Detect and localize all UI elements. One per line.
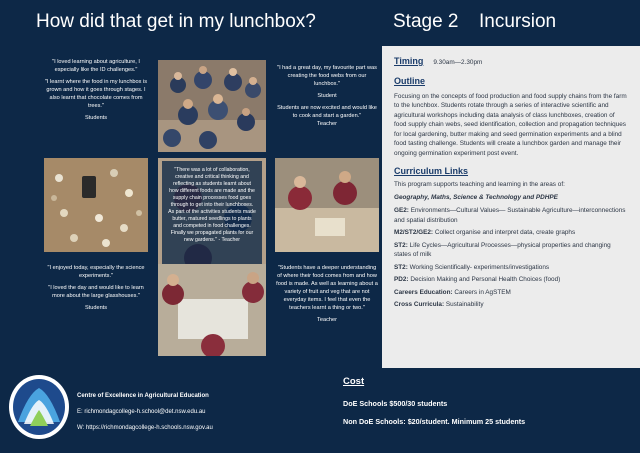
link-text: Careers in AgSTEM: [454, 288, 511, 296]
curriculum-link: [394, 241, 628, 260]
quote-author: Student: [317, 93, 337, 99]
photo-classroom-activity: [158, 264, 266, 356]
curriculum-areas: Geography, Maths, Science & Technology and PDHPE: [394, 193, 558, 201]
cost-non-doe: Non DoE Schools: $20/student. Minimum 25 students: [343, 417, 526, 426]
quote-line: Students are now excited and would like to cook and start a garden.": [277, 105, 377, 119]
quote-author: Students: [84, 115, 108, 121]
outline-heading: Outline: [394, 75, 425, 86]
photo-collage: [0, 46, 382, 368]
program-details-panel: [382, 46, 640, 368]
curriculum-link: [394, 206, 628, 225]
quote-line: "I loved learning about agriculture, I especially like the ID challenges.": [52, 59, 140, 73]
org-name: Centre of Excellence in Agricultural Education: [77, 393, 209, 399]
link-text: Collect organise and interpret data, create graphs: [434, 229, 576, 236]
curriculum-intro: This program supports teaching and learning in the areas of:: [394, 181, 565, 188]
quote-teacher-understanding: [275, 264, 379, 356]
program-type: Incursion: [479, 11, 557, 32]
curriculum-link: [394, 228, 628, 238]
link-text: Sustainability: [445, 301, 484, 308]
quote-author: Teacher: [317, 121, 337, 127]
quote-line: "I learnt where the food in my lunchbox is grown and how it goes through stages. I also learnt that chocolate comes from trees.": [44, 79, 148, 109]
cost-doe: DoE Schools $500/30 students: [343, 399, 448, 408]
cost-section: [343, 376, 525, 431]
page-title: How did that get in my lunchbox?: [36, 11, 316, 32]
header: [0, 0, 640, 46]
link-text: Decision Making and Personal Health Choices (food): [410, 276, 561, 283]
quote-line: "I had a great day, my favourite part was creating the food webs from our lunchbox.": [277, 65, 377, 87]
link-text: Working Scientifically- experiments/investigations: [409, 263, 550, 271]
quote-line: "Students have a deeper understanding of where their food comes from and how food is made. As well as learning about a variety of fruit and veg that are not everyday items. I feel that even the teachers learnt a thing or two.": [276, 265, 378, 311]
curriculum-link: [394, 288, 628, 298]
footer: [0, 368, 640, 453]
curriculum-link: [394, 300, 628, 310]
quote-student-teacher: [275, 60, 379, 152]
stage-label: Stage 2: [393, 11, 459, 32]
link-text: Life Cycles—Agricultural Processes—physical properties and changing states of milk: [394, 241, 611, 258]
link-text: Environments—Cultural Values— Sustainable Agriculture—interconnections and spatial distribution: [394, 207, 626, 224]
link-code: Cross Curricula:: [394, 301, 445, 308]
contact-details: [77, 388, 213, 436]
photo-students-circle: [158, 60, 266, 152]
link-code: ST2:: [394, 263, 408, 271]
link-code: GE2:: [394, 207, 409, 214]
timing-heading: Timing: [394, 56, 424, 66]
link-code: M2/ST2/GE2:: [394, 229, 434, 236]
curriculum-link: [394, 263, 628, 273]
timing-value: 9.30am—2.30pm: [433, 59, 483, 66]
quote-author: Teacher: [317, 317, 337, 323]
email-link[interactable]: E: richmondagcollege-h.school@det.nsw.edu.au: [77, 409, 206, 415]
quote-line: "I enjoyed today, especially the science experiments.": [47, 265, 145, 279]
quote-line: "I loved the day and would like to learn more about the large glasshouses.": [48, 285, 144, 299]
quote-students-2: [44, 264, 148, 356]
curriculum-heading: Curriculum Links: [394, 166, 469, 176]
photo-seed-identification: [44, 158, 148, 252]
outline-text: Focusing on the concepts of food production and food supply chains from the farm to the lunchbox. Students rotate through a series of interactive scientific and agricultural workshops including data analysis of class lunchboxes, creation of food supply chain webs, seed identification, collection and propagation techniques for local gardening, butter making and seed germination experiments and a blind food tasting challenge. Students will create a lunchbox garden and manage their ongoing germination experiment post event.: [394, 92, 627, 157]
website-link[interactable]: W: https://richmondagcollege-h.schools.nsw.gov.au: [77, 425, 213, 431]
link-code: ST2:: [394, 241, 408, 249]
cost-heading: Cost: [343, 376, 365, 387]
quote-students-1: [44, 58, 148, 150]
link-code: PD2:: [394, 276, 409, 283]
photo-students-table: [275, 158, 379, 252]
curriculum-link: [394, 275, 628, 285]
school-logo: [8, 374, 70, 440]
quote-teacher-collaboration: "There was a lot of collaboration, creative and critical thinking and reflecting as students learnt about how different foods are made and the supply chain processes food goes through to get into their lunchboxes. As part of the activities students made butter, matured seedlings to plants and competed in food challenges. Finally we propagated plants for our new gardens." - Teacher: [162, 161, 262, 301]
quote-author: Students: [84, 305, 108, 311]
link-code: Careers Education:: [394, 288, 453, 296]
